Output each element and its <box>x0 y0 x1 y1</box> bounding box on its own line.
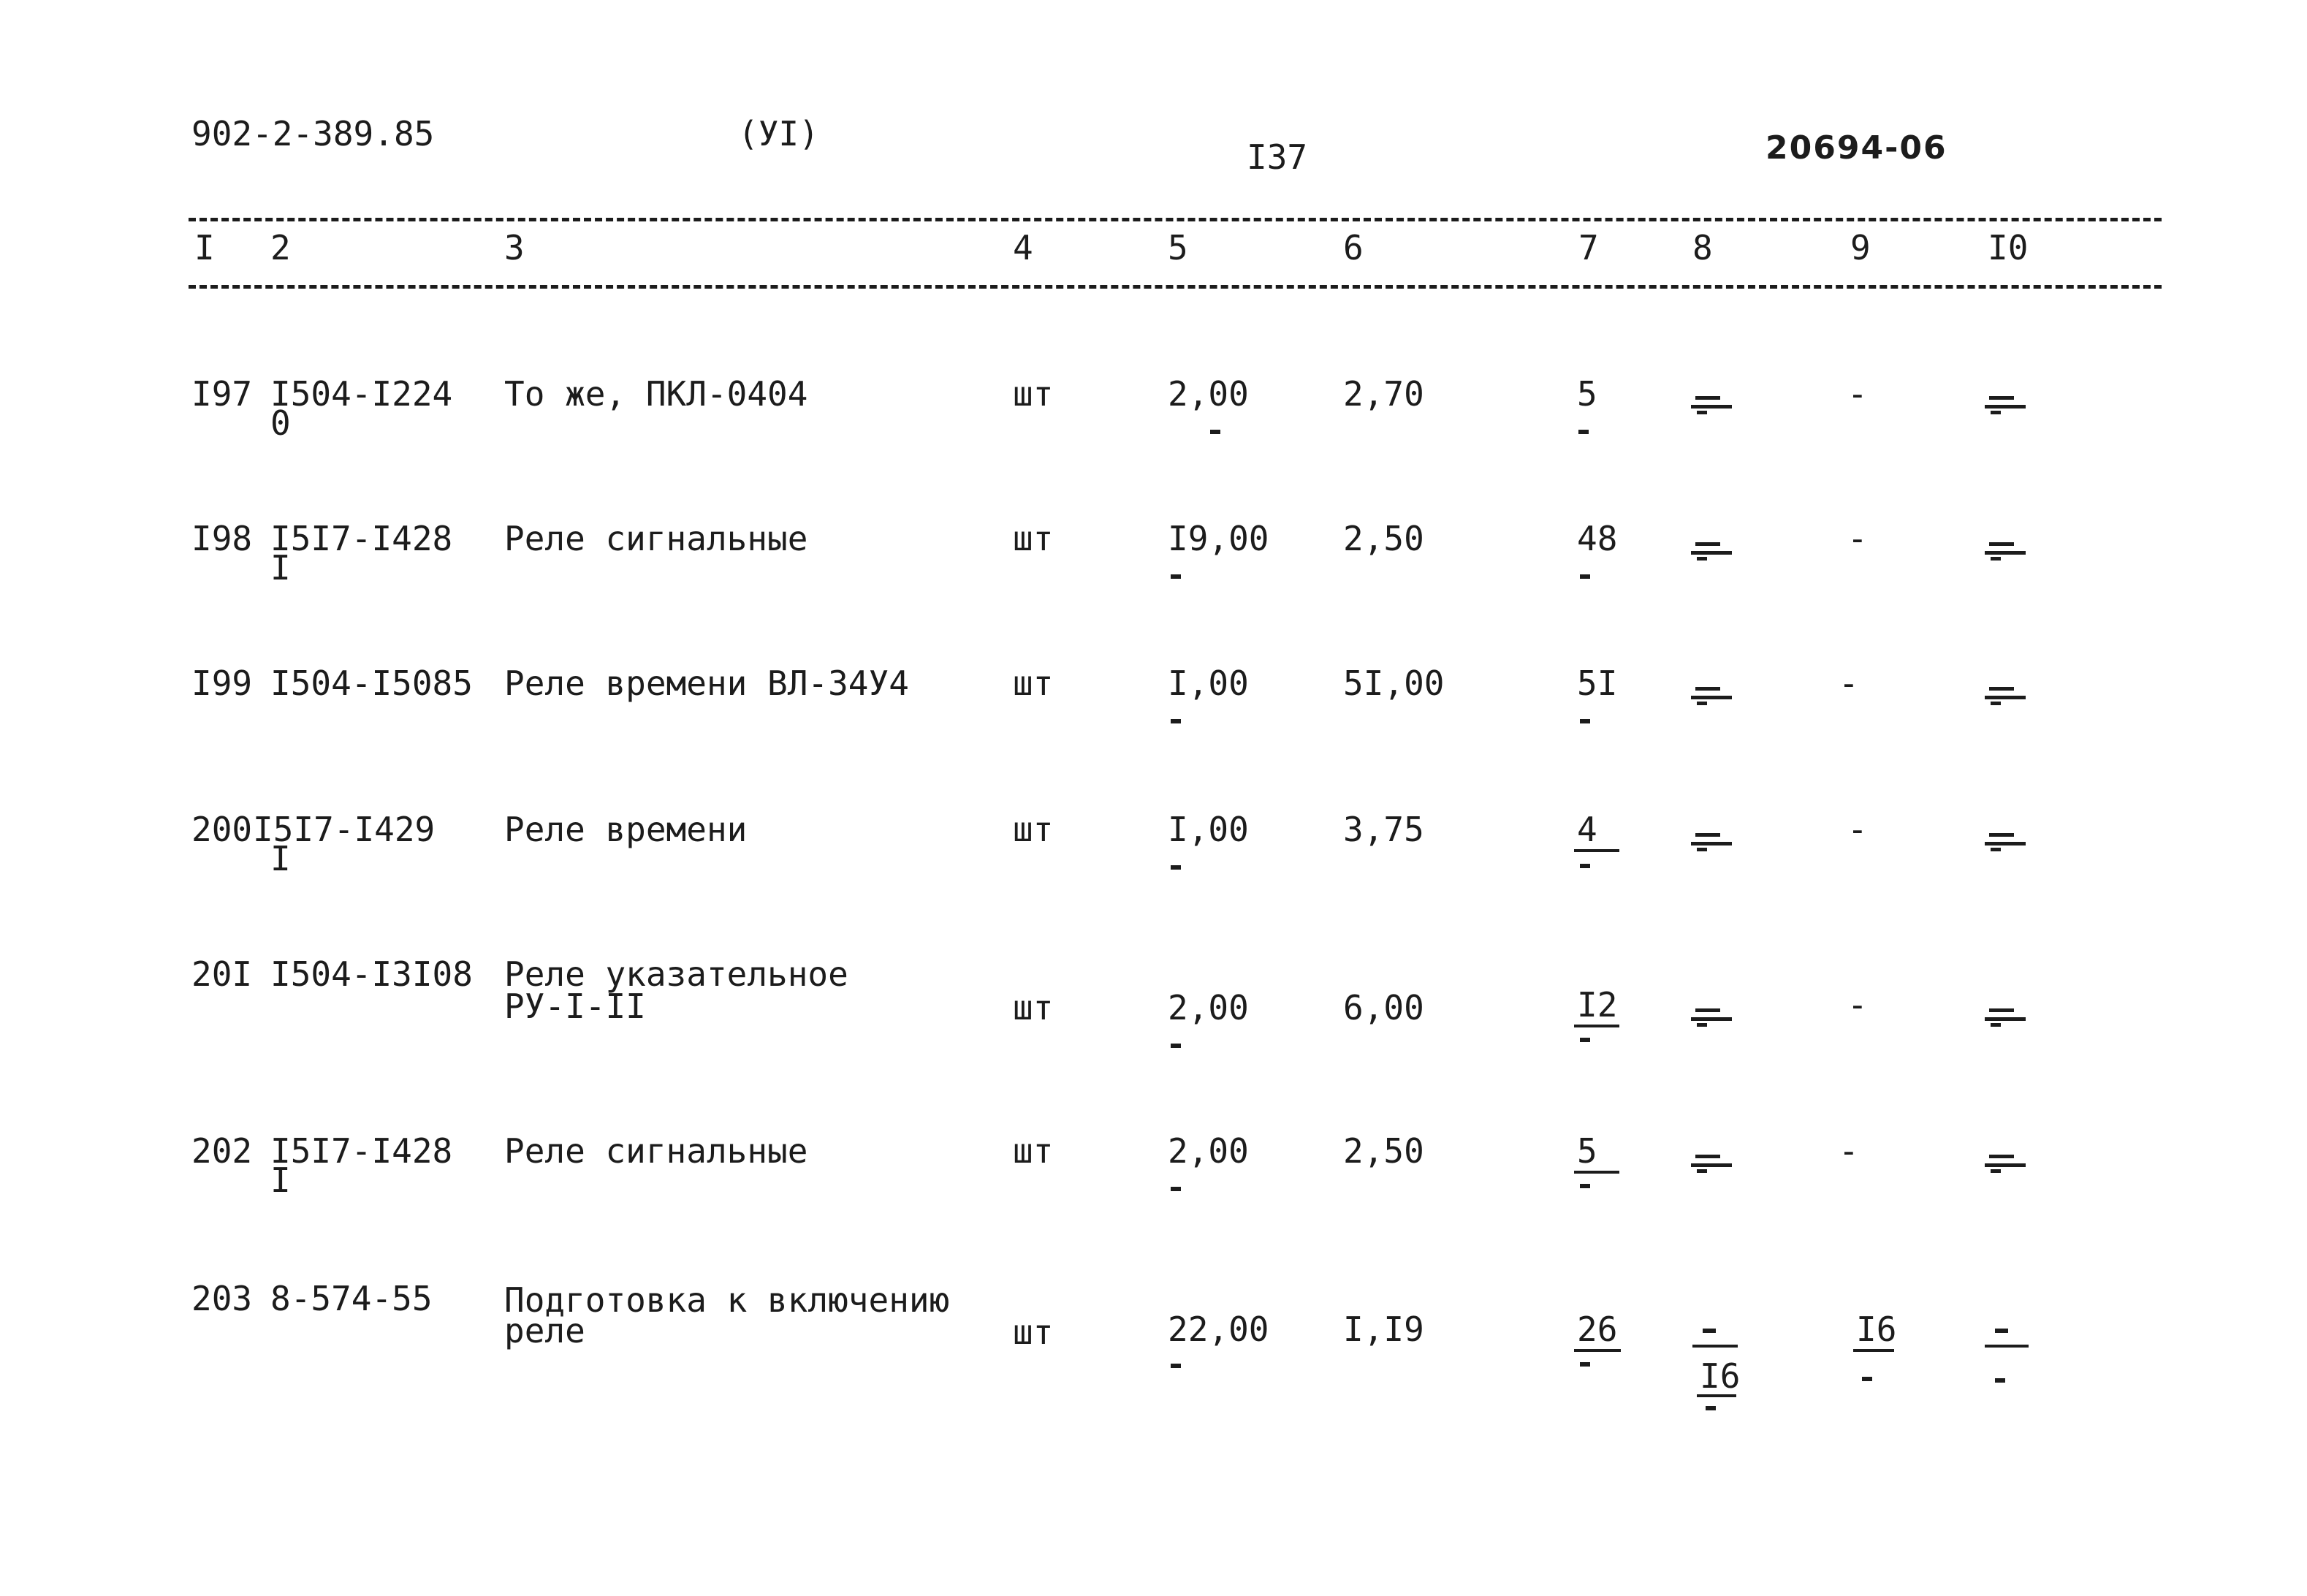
row-total: I2 <box>1577 985 1618 1025</box>
row-unit: шт <box>1013 988 1054 1027</box>
qty-mark <box>1171 1187 1181 1191</box>
column-header: I <box>194 228 215 267</box>
total-underline <box>1574 1171 1619 1174</box>
row-name-line-2: РУ-I-II <box>504 987 646 1026</box>
row-number: 202 <box>191 1131 253 1171</box>
row-code-sub: I <box>270 839 291 878</box>
row-price: 2,50 <box>1343 519 1424 558</box>
total-mark <box>1580 1362 1590 1367</box>
column8-dash-mark <box>1691 1153 1732 1172</box>
row-col9: - <box>1839 664 1859 703</box>
row-col9: - <box>1847 519 1868 558</box>
row-name: То же, ПКЛ-0404 <box>504 374 808 414</box>
row-price: 2,50 <box>1343 1131 1424 1171</box>
row-total: 5I <box>1577 664 1618 703</box>
row-total: 4 <box>1577 810 1597 849</box>
row-qty: I,00 <box>1168 810 1249 849</box>
column-header: 8 <box>1692 228 1713 267</box>
row-code-sub: I <box>270 1160 291 1200</box>
document-code: 902-2-389.85 <box>191 114 435 153</box>
column8-dash-mark <box>1691 395 1732 414</box>
row-code: I504-I5085 <box>270 664 473 703</box>
column9-underline <box>1853 1349 1894 1352</box>
row-col9: - <box>1847 374 1868 414</box>
column-header: 3 <box>504 228 525 267</box>
column8-dash-mark <box>1691 541 1732 560</box>
total-underline <box>1574 1349 1621 1352</box>
column8-dash-mark <box>1691 832 1732 851</box>
row-price: 2,70 <box>1343 374 1424 414</box>
row-unit: шт <box>1013 810 1054 849</box>
row-number: 203 <box>191 1279 253 1318</box>
column8-fraction-line <box>1692 1345 1738 1348</box>
row-total: 48 <box>1577 519 1618 558</box>
column10-dash-mark <box>1995 1329 2008 1333</box>
row-qty: 2,00 <box>1168 1131 1249 1171</box>
total-mark <box>1580 1184 1590 1188</box>
row-number: I99 <box>191 664 253 703</box>
row-name: Реле времени ВЛ-34У4 <box>504 664 909 703</box>
row-unit: шт <box>1013 1131 1054 1171</box>
row-total: 26 <box>1577 1310 1618 1349</box>
column-header: I0 <box>1988 228 2029 267</box>
row-code-sub: 0 <box>270 403 291 443</box>
column8-dash-mark <box>1703 1329 1716 1333</box>
total-mark <box>1580 1038 1590 1042</box>
column10-fraction-line <box>1985 1345 2029 1348</box>
row-unit: шт <box>1013 519 1054 558</box>
row-number: 200 <box>191 810 253 849</box>
row-name-line-2: реле <box>504 1311 585 1350</box>
column8-dash-mark <box>1691 685 1732 704</box>
column-header: 7 <box>1578 228 1599 267</box>
qty-mark <box>1210 430 1220 434</box>
header-rule-bottom <box>189 285 2162 289</box>
row-unit: шт <box>1013 1312 1054 1352</box>
column10-dash-mark <box>1985 685 2026 704</box>
column-header: 6 <box>1343 228 1364 267</box>
row-price: 6,00 <box>1343 988 1424 1027</box>
row-price: 3,75 <box>1343 810 1424 849</box>
page-number: I37 <box>1247 137 1308 177</box>
row-code: I5I7-I429 <box>253 810 436 849</box>
qty-mark <box>1171 1044 1181 1048</box>
row-name: Реле времени <box>504 810 748 849</box>
column10-dash-mark <box>1985 832 2026 851</box>
row-code: I5I7-I428 <box>270 1131 453 1171</box>
row-number: I98 <box>191 519 253 558</box>
row-qty: 22,00 <box>1168 1310 1269 1349</box>
row-col9: I6 <box>1856 1310 1897 1349</box>
header-rule-top <box>189 218 2162 221</box>
row-number: 20I <box>191 954 253 994</box>
row-col9: - <box>1839 1131 1859 1171</box>
total-mark <box>1580 719 1590 723</box>
row-total: 5 <box>1577 1131 1597 1171</box>
row-code: I5I7-I428 <box>270 519 453 558</box>
row-qty: I,00 <box>1168 664 1249 703</box>
row-code: I504-I224 <box>270 374 453 414</box>
column-header: 4 <box>1013 228 1033 267</box>
row-code: 8-574-55 <box>270 1279 433 1318</box>
row-unit: шт <box>1013 664 1054 703</box>
column-header: 2 <box>270 228 291 267</box>
column8-dash-mark <box>1691 1007 1732 1026</box>
column-header: 9 <box>1850 228 1871 267</box>
row-unit: шт <box>1013 374 1054 414</box>
column10-dash-mark <box>1985 395 2026 414</box>
archive-number: 20694-06 <box>1766 129 1947 167</box>
row-name-line-1: Реле указательное <box>504 954 848 994</box>
qty-mark <box>1171 574 1181 579</box>
row-col9: - <box>1847 810 1868 849</box>
row-total: 5 <box>1577 374 1597 414</box>
row-qty: 2,00 <box>1168 988 1249 1027</box>
column10-dash-mark <box>1985 1153 2026 1172</box>
total-underline <box>1574 849 1619 852</box>
row-price: I,I9 <box>1343 1310 1424 1349</box>
section-label: (УI) <box>738 114 819 153</box>
row-col8: I6 <box>1700 1356 1741 1396</box>
column10-dash-mark <box>1985 1007 2026 1026</box>
total-mark <box>1580 574 1590 579</box>
total-mark <box>1578 430 1589 434</box>
column8-underline <box>1697 1394 1736 1397</box>
total-underline <box>1574 1025 1619 1027</box>
row-name: Реле сигнальные <box>504 519 808 558</box>
row-price: 5I,00 <box>1343 664 1445 703</box>
row-qty: I9,00 <box>1168 519 1269 558</box>
qty-mark <box>1171 1364 1181 1368</box>
row-number: I97 <box>191 374 253 414</box>
column9-mark <box>1862 1377 1872 1381</box>
row-name: Реле сигнальные <box>504 1131 808 1171</box>
qty-mark <box>1171 865 1181 870</box>
column10-dash-mark <box>1985 541 2026 560</box>
row-qty: 2,00 <box>1168 374 1249 414</box>
column10-mark <box>1995 1378 2005 1383</box>
row-name-line-1: Подготовка к включению <box>504 1280 950 1320</box>
row-code: I504-I3I08 <box>270 954 473 994</box>
row-col9: - <box>1847 985 1868 1025</box>
total-mark <box>1580 864 1590 868</box>
row-code-sub: I <box>270 548 291 588</box>
column8-mark <box>1706 1406 1716 1410</box>
qty-mark <box>1171 719 1181 723</box>
column-header: 5 <box>1168 228 1188 267</box>
